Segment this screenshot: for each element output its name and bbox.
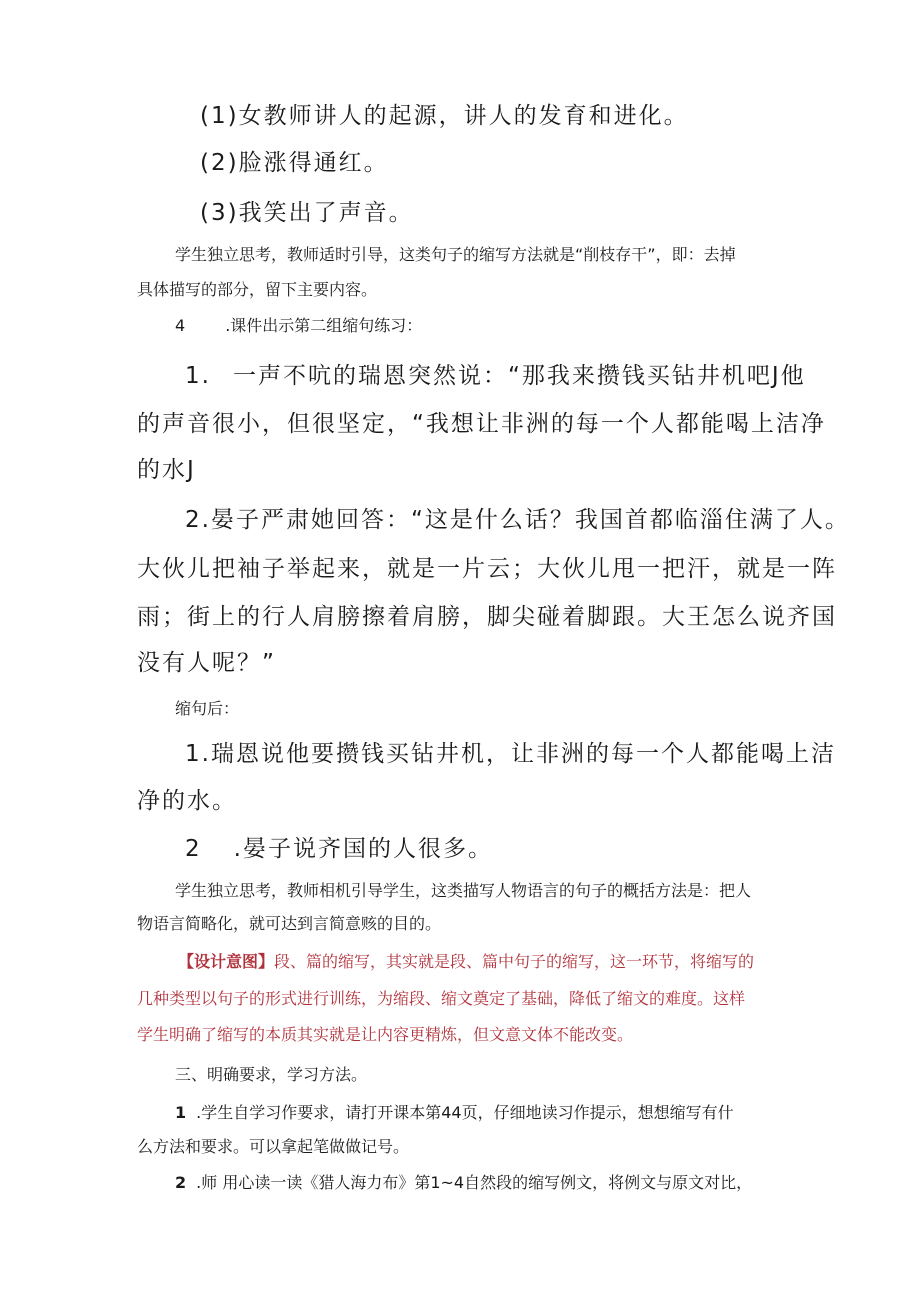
q1-line1 bbox=[185, 357, 806, 390]
para1-line1: 学生独立思考，教师适时引导，这类句子的缩写方法就是“削枝存干”，即：去掉 bbox=[175, 245, 736, 264]
step4-heading bbox=[175, 313, 422, 336]
a2-text: .晏子说齐国的人很多。 bbox=[233, 836, 493, 862]
para2-line2: 物语言简略化，就可达到言简意赅的目的。 bbox=[137, 914, 442, 933]
a1-text: .瑞恩说他要攒钱买钻井机，让非洲的每一个人都能喝上洁 bbox=[201, 741, 836, 767]
example-1: (1)女教师讲人的起源，讲人的发育和进化。 bbox=[200, 103, 689, 129]
a2-line bbox=[185, 830, 493, 863]
example-3: (3)我笑出了声音。 bbox=[200, 200, 414, 226]
q2-line4: 没有人呢？” bbox=[137, 650, 276, 676]
s3-item1-text: .学生自学习作要求，请打开课本第44页，仔细地读习作提示，想想缩写有什 bbox=[196, 1103, 734, 1122]
q2-line3: 雨；街上的行人肩膀擦着肩膀，脚尖碰着脚跟。大王怎么说齐国 bbox=[137, 604, 837, 630]
s3-item1-line1 bbox=[175, 1100, 734, 1123]
q1-number: 1. bbox=[185, 363, 211, 389]
q1-text: 一声不吭的瑞恩突然说：“那我来攒钱买钻井机吧J他 bbox=[232, 363, 806, 389]
after-label: 缩句后： bbox=[175, 699, 240, 718]
q2-line1: 2.晏子严肃她回答：“这是什么话？我国首都临淄住满了人。 bbox=[185, 507, 850, 533]
section3-heading: 三、明确要求，学习方法。 bbox=[175, 1065, 368, 1084]
design-line3: 学生明确了缩写的本质其实就是让内容更精炼，但文意文体不能改变。 bbox=[137, 1025, 634, 1044]
q1-line2: 的声音很小，但很坚定，“我想让非洲的每一个人都能喝上洁净 bbox=[137, 411, 826, 437]
a1-number: 1 bbox=[185, 741, 202, 767]
design-line2: 几种类型以句子的形式进行训练，为缩段、缩文奠定了基础，降低了缩文的难度。这样 bbox=[137, 989, 746, 1008]
s3-item1-number: 1 bbox=[175, 1103, 187, 1122]
design-line1 bbox=[178, 949, 754, 972]
design-label: 【设计意图】 bbox=[178, 952, 275, 971]
para2-line1: 学生独立思考，教师相机引导学生，这类描写人物语言的句子的概括方法是：把人 bbox=[175, 881, 752, 900]
s3-item2-line1 bbox=[175, 1170, 752, 1193]
example-2: (2)脸涨得通红。 bbox=[200, 150, 389, 176]
a1-line1 bbox=[185, 735, 836, 768]
design-text: 段、篇的缩写，其实就是段、篇中句子的缩写，这一环节，将缩写的 bbox=[274, 952, 755, 971]
para1-line2: 具体描写的部分，留下主要内容。 bbox=[137, 280, 378, 299]
step4-number: 4 bbox=[175, 316, 186, 335]
s3-item2-text: .师 用心读一读《猎人海力布》第1~4自然段的缩写例文，将例文与原文对比， bbox=[196, 1173, 753, 1192]
q2-line2: 大伙儿把袖子举起来，就是一片云；大伙儿甩一把汗，就是一阵 bbox=[137, 556, 837, 582]
s3-item1-line2: 么方法和要求。可以拿起笔做做记号。 bbox=[137, 1137, 410, 1156]
a2-number: 2 bbox=[185, 836, 202, 862]
a1-line2: 净的水。 bbox=[137, 788, 237, 814]
q1-line3: 的水J bbox=[137, 457, 196, 483]
step4-text: .课件出示第二组缩句练习： bbox=[225, 316, 423, 335]
s3-item2-number: 2 bbox=[175, 1173, 187, 1192]
